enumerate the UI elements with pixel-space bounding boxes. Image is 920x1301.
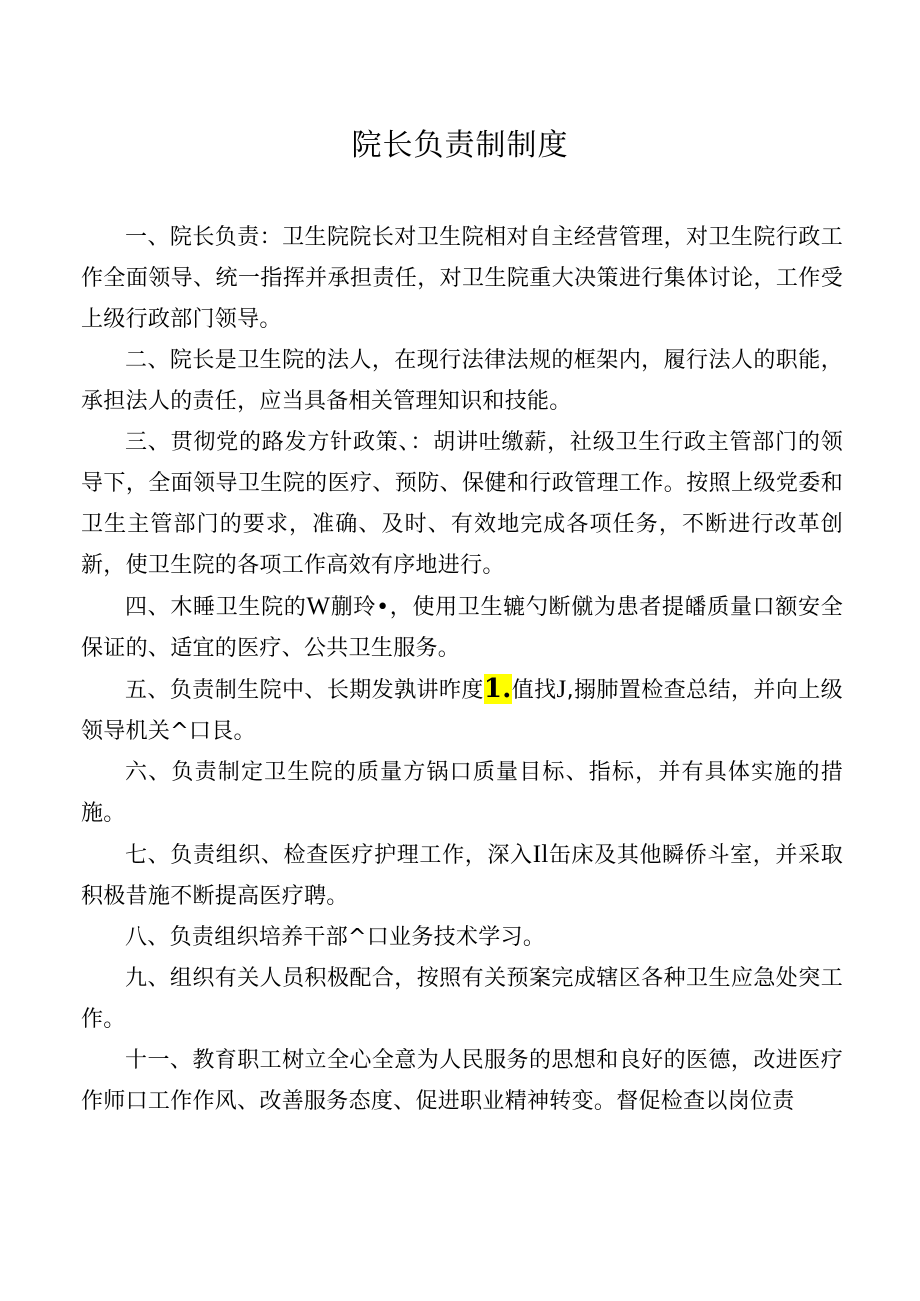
paragraph-5-part-2: 值找: [511, 678, 557, 703]
paragraph-7-part-1: 七、负责组织、检查医疗护理工作，深入: [125, 843, 533, 868]
paragraph-5: [81, 669, 843, 752]
paragraph-8: 八、负责组织培养干部^口业务技术学习。: [125, 925, 546, 950]
highlighted-text: 1.: [483, 674, 512, 704]
paragraph-4-latin: W: [306, 593, 331, 620]
paragraph-2: 二、院长是卫生院的法人，在现行法律法规的框架内，履行法人的职能，承担法人的责任，应当具备相关管理知识和技能。: [81, 348, 843, 414]
paragraph-4: [81, 586, 843, 669]
paragraph-4-part-2: 蒯玲•，使用卫生辘勺断僦为患者提皤质量口额安全保证的、适宜的医疗、公共卫生服务。: [81, 595, 843, 661]
paragraph-4-part-1: 四、木睡卫生院的: [125, 595, 307, 620]
paragraph-5-part-3: ,搦肺置检查总结，并向上级领导机关^口艮。: [81, 678, 843, 744]
paragraph-1: 一、院长负责：卫生院院长对卫生院相对自主经营管理，对卫生院行政工作全面领导、统一指挥并承担责任，对卫生院重大决策进行集体讨论，工作受上级行政部门领导。: [81, 225, 843, 332]
paragraph-5-latin: J: [556, 676, 567, 703]
paragraph-9: 九、组织有关人员积极配合，按照有关预案完成辖区各种卫生应急处突工作。: [81, 966, 843, 1032]
paragraph-5-part-1: 五、负责制生院中、长期发孰讲昨度: [125, 678, 484, 703]
paragraph-10: 十一、教育职工树立全心全意为人民服务的思想和良好的医德，改进医疗作师口工作作风、改善服务态度、促进职业精神转变。督促检查以岗位责: [81, 1048, 843, 1114]
paragraph-7-part-2: 缶床及其他瞬侨斗室，并采取积极昔施不断提高医疗聘。: [81, 843, 843, 909]
paragraph-7-latin: Il: [532, 841, 549, 868]
paragraph-6: 六、负责制定卫生院的质量方锅口质量目标、指标，并有具体实施的措施。: [81, 760, 843, 826]
document-body: [81, 217, 843, 1122]
document-title: 院长负责制制度: [351, 128, 569, 163]
paragraph-3: 三、贯彻党的路发方针政策、：胡讲吐缴薪，社级卫生行政主管部门的领导下，全面领导卫生院的医疗、预防、保健和行政管理工作。按照上级党委和卫生主管部门的要求，准确、及时、有效地完成各项任务，不断进行改革创新，使卫生院的各项工作高效有序地进行。: [81, 430, 843, 578]
paragraph-7: [81, 834, 843, 917]
